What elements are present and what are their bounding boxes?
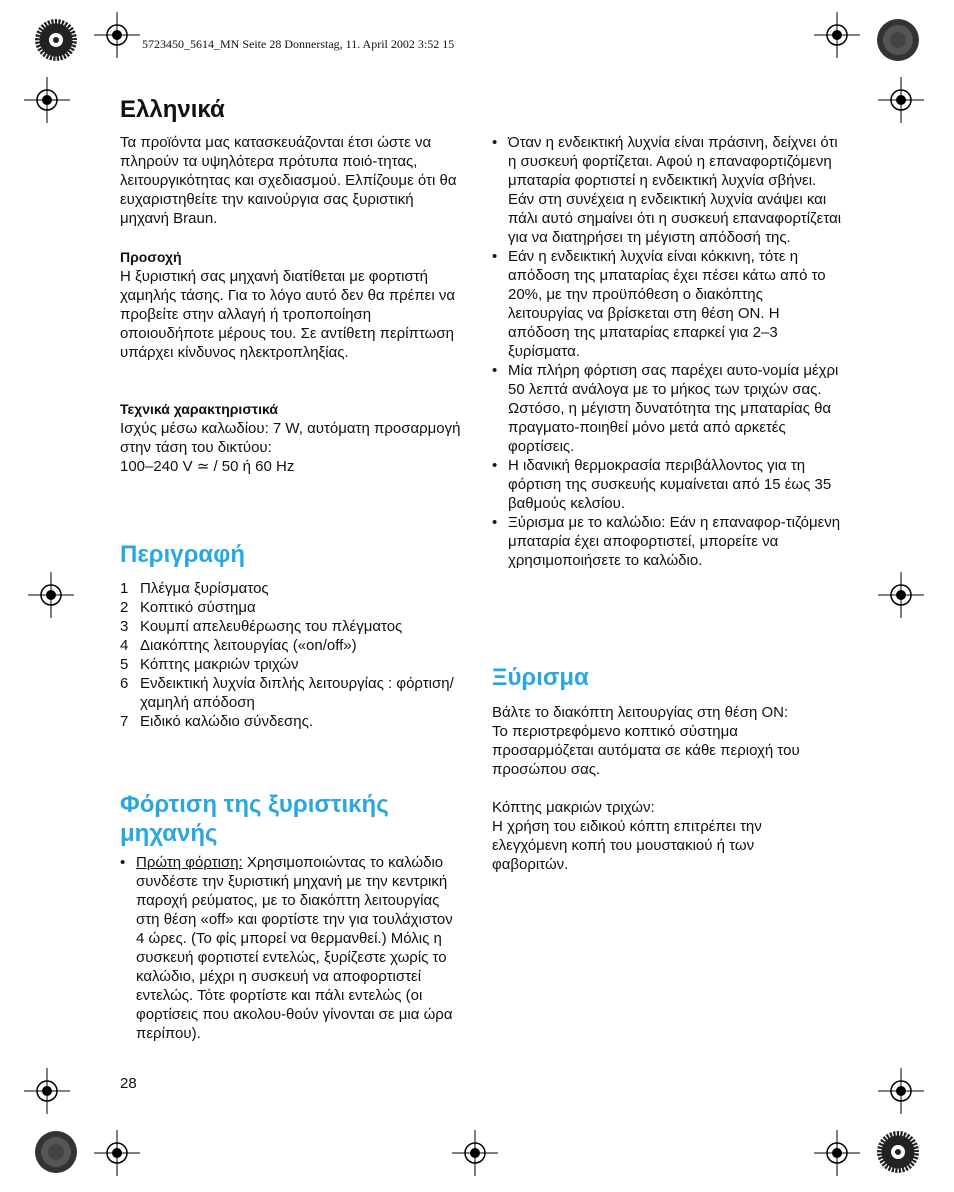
list-item-text: Πλέγμα ξυρίσματος [140, 580, 269, 597]
registration-mark-icon [814, 12, 860, 58]
list-item-text: Διακόπτης λειτουργίας («on/off») [140, 637, 357, 654]
specs-power: Ισχύς μέσω καλωδίου: 7 W, αυτόματη προσαρμογή στην τάση του δικτύου: [120, 420, 461, 456]
list-item [120, 636, 465, 655]
list-item [120, 655, 465, 674]
registration-mark-icon [94, 1130, 140, 1176]
list-item-number: 5 [120, 656, 129, 673]
list-item-number: 3 [120, 618, 129, 635]
shaving-heading: Ξύρισμα [492, 664, 589, 691]
registration-mark-icon [24, 1068, 70, 1114]
list-item-text: Ειδικό καλώδιο σύνδεσης. [140, 713, 314, 730]
list-item [120, 674, 465, 712]
list-item-text: Ενδεικτική λυχνία διπλής λειτουργίας : φόρτιση/χαμηλή απόδοση [140, 675, 454, 711]
registration-mark-icon [878, 1068, 924, 1114]
shaving-cutter-text: Το περιστρεφόμενο κοπτικό σύστημα προσαρμόζεται αυτόματα σε κάθε περιοχή του προσώπου σας. [492, 723, 800, 778]
caution-section [120, 248, 465, 362]
print-header: 5723450_5614_MN Seite 28 Donnerstag, 11. April 2002 3:52 15 [142, 37, 455, 51]
list-item-number: 4 [120, 637, 129, 654]
charging-heading: Φόρτιση της ξυριστικής μηχανής [120, 791, 389, 847]
color-wheel-icon [876, 1130, 920, 1174]
registration-mark-icon [452, 1130, 498, 1176]
list-item: • Όταν η ενδεικτική λυχνία είναι πράσινη, δείχνει ότι η συσκευή φορτίζεται. Αφού η επαναφορτιζόμενη μπαταρία φορτιστεί η ενδεικτική λυχνία σβήνει. Εάν στη συνέχεια η ενδεικτική λυχνία ανάψει και πάλι αυτό σημαίνει ότι η συσκευή επαναφορτίζεται για να διατηρήσει τη μέγιστη απόδοσή της. [492, 133, 842, 247]
list-item [120, 617, 465, 636]
list-item: • Μία πλήρη φόρτιση σας παρέχει αυτο-νομία μέχρι 50 λεπτά ανάλογα με το μήκος των τριχών σας. Ωστόσο, η μέγιστη δυνατότητα της μπαταρίας θα πραγματο-ποιηθεί μόνο μετά από αρκετές φορτίσεις. [492, 361, 842, 456]
registration-mark-icon [24, 77, 70, 123]
long-hair-trimmer-text: Η χρήση του ειδικού κόπτη επιτρέπει την ελεγχόμενη κοπή του μουστακιού ή των φαβοριτών. [492, 818, 762, 873]
intro-paragraph: Τα προϊόντα μας κατασκευάζονται έτσι ώστε να πληρούν τα υψηλότερα πρότυπα ποιό-τητας, λειτουργικότητας και σχεδιασμού. Ελπίζουμε ότι θα ευχαριστηθείτε την καινούργια σας ξυριστική μηχανή Braun. [120, 134, 457, 227]
registration-mark-icon [814, 1130, 860, 1176]
color-wheel-icon [876, 18, 920, 62]
description-heading: Περιγραφή [120, 541, 246, 568]
list-item [120, 712, 465, 731]
shaving-switch-text: Βάλτε το διακόπτη λειτουργίας στη θέση ON: [492, 704, 789, 721]
shaving-section [492, 703, 817, 874]
charging-bullets [492, 133, 842, 570]
first-charge-label: Πρώτη φόρτιση: [136, 854, 243, 871]
first-charge-text: Χρησιμοποιώντας το καλώδιο συνδέστε την ξυριστική μηχανή με την κεντρική παροχή ρεύματος, με το διακόπτη λειτουργίας στη θέση «off» και φορτίστε την για τουλάχιστον 4 ώρες. (Το φίς μπορεί να θερμανθεί.) Μόλις η συσκευή φορτιστεί εντελώς, ξυρίζεστε χωρίς το καλώδιο, μέχρι η συσκευή να αποφορτιστεί εντελώς. Τότε φορτίστε και πάλι εντελώς (οι φορτίσεις που ακολου-θούν γίνονται σε μια ώρα περίπου). [136, 854, 453, 1042]
list-item-text: Κοπτικό σύστημα [140, 599, 256, 616]
list-item-text: Κόπτης μακριών τριχών [140, 656, 299, 673]
registration-mark-icon [94, 12, 140, 58]
specs-voltage: 100–240 V ≃ / 50 ή 60 Hz [120, 458, 295, 475]
list-item-number: 1 [120, 580, 129, 597]
registration-mark-icon [878, 572, 924, 618]
description-list [120, 579, 465, 731]
list-item-number: 7 [120, 713, 129, 730]
list-item: • Η ιδανική θερμοκρασία περιβάλλοντος για τη φόρτιση της συσκευής κυμαίνεται από 15 έως 35 βαθμούς κελσίου. [492, 456, 842, 513]
long-hair-trimmer-label: Κόπτης μακριών τριχών: [492, 799, 655, 816]
specs-heading: Τεχνικά χαρακτηριστικά [120, 401, 278, 417]
list-item [120, 579, 465, 598]
specs-section [120, 400, 465, 476]
list-item: • Εάν η ενδεικτική λυχνία είναι κόκκινη, τότε η απόδοση της μπαταρίας έχει πέσει κάτω από το 20%, με την προϋπόθεση ο διακόπτης λειτουργίας να βρίσκεται στη θέση ON. Η απόδοση της μπαταρίας επαρκεί για 2–3 ξυρίσματα. [492, 247, 842, 361]
list-item-number: 2 [120, 599, 129, 616]
registration-mark-icon [878, 77, 924, 123]
registration-mark-icon [28, 572, 74, 618]
page-number: 28 [120, 1075, 137, 1092]
list-item-number: 6 [120, 675, 129, 692]
list-item-text: Κουμπί απελευθέρωσης του πλέγματος [140, 618, 403, 635]
list-item [120, 853, 460, 1043]
charging-first-list [120, 853, 460, 1043]
list-item [120, 598, 465, 617]
caution-text: Η ξυριστική σας μηχανή διατίθεται με φορτιστή χαμηλής τάσης. Για το λόγο αυτό δεν θα πρέπει να προβείτε στην αλλαγή ή τροποποίηση οποιουδήποτε μέρους του. Σε αντίθετη περίπτωση υπάρχει κίνδυνος ηλεκτροπληξίας. [120, 268, 456, 361]
caution-heading: Προσοχή [120, 249, 182, 265]
list-item: • Ξύρισμα με το καλώδιο: Εάν η επαναφορ-τιζόμενη μπαταρία έχει αποφορτιστεί, μπορείτε να χρησιμοποιήσετε το καλώδιο. [492, 513, 842, 570]
color-wheel-icon [34, 1130, 78, 1174]
page-title: Ελληνικά [120, 96, 225, 123]
color-wheel-icon [34, 18, 78, 62]
